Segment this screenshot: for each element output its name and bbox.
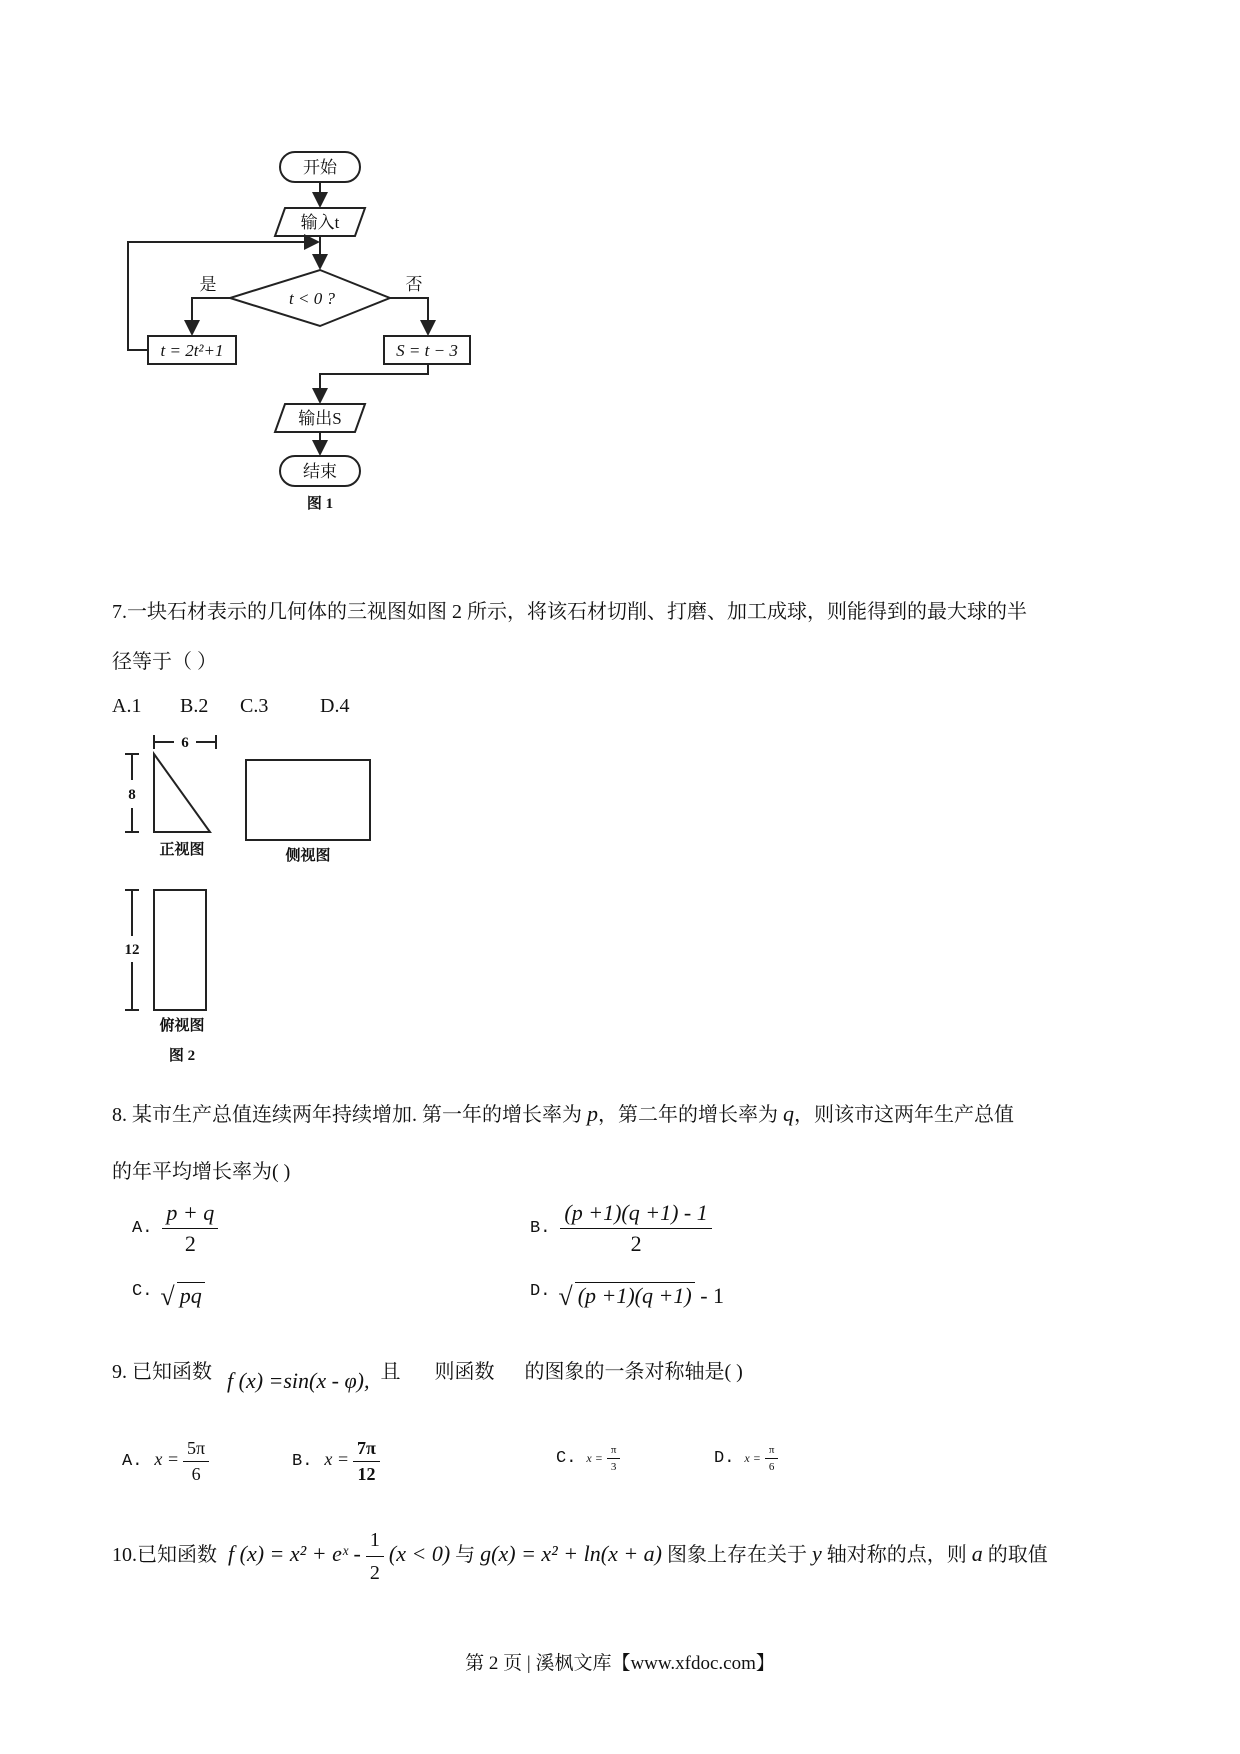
q10-text-e: 的取值 [987,1544,1048,1567]
q8-var-q: q [783,1101,794,1126]
q8-text-line2: 的年平均增长率为( ) [112,1161,291,1183]
q8-text-line1 [112,1100,1014,1129]
q9-option-d-label: D. [714,1449,735,1469]
q9-text-c: 则函数 [434,1361,495,1383]
q9-option-d-lhs: x = [744,1451,761,1466]
side-view-label: 侧视图 [285,848,331,864]
q9-option-d-denominator: 6 [768,1461,775,1473]
flow-assign-left-label: t = 2t²+1 [160,341,224,360]
q9-option-c-label: C. [556,1449,577,1469]
q9-option-d [714,1444,778,1473]
q8-option-c-expr: pq [177,1282,205,1309]
q9-option-c-lhs: x = [586,1451,603,1466]
dim-top-height-label: 12 [124,942,140,958]
q7-option-b: B.2 [180,695,209,717]
q9-option-c-denominator: 3 [610,1461,617,1473]
top-view-label: 俯视图 [159,1018,205,1034]
q9-option-a-numerator: 5π [183,1438,209,1462]
q9-option-b-numerator: 7π [353,1438,380,1462]
q9-text-a: 9. 已知函数 [112,1361,212,1383]
flow-no-label: 否 [405,275,423,294]
q10-var-a: a [971,1541,983,1567]
q10-text-d: 轴对称的点，则 [826,1544,967,1567]
q7-text-line1: 7.一块石材表示的几何体的三视图如图 2 所示，将该石材切削、打磨、加工成球，则能得到的最大球的半 [112,601,1027,623]
q9-option-a-denominator: 6 [191,1464,201,1484]
q9-option-a-lhs: x = [154,1449,180,1470]
q8-option-d [530,1282,724,1312]
q8-option-a-label: A. [132,1219,153,1239]
q10-text-c: 图象上存在关于 [667,1544,807,1567]
figure-1-caption: 图 1 [306,496,334,512]
q8-option-a [132,1200,218,1257]
q10-f-expr: f (x) = x² + eˣ - [228,1541,361,1567]
flow-assign-right-label: S = t − 3 [396,341,458,360]
q9-option-c [556,1444,620,1473]
q8-option-d-tail: - 1 [700,1283,725,1308]
q9-option-a-label: A. [122,1452,143,1472]
q9-text-d: 的图象的一条对称轴是( ) [524,1361,743,1383]
flow-yes-label: 是 [199,275,217,294]
q8-option-b [530,1200,712,1257]
q9-option-b [292,1438,380,1485]
flow-output-label: 输出S [298,409,342,428]
q10-g-expr: g(x) = x² + ln(x + a) [480,1541,662,1567]
q9-option-b-label: B. [292,1452,313,1472]
q9-option-c-numerator: π [607,1444,621,1459]
q8-var-p: p [587,1101,598,1126]
sqrt-icon: √ [558,1282,573,1311]
q8-option-a-numerator: p + q [162,1200,218,1229]
q10-f-tail: (x < 0) [388,1541,451,1567]
figure-2-caption: 图 2 [168,1048,196,1064]
q9-option-b-lhs: x = [324,1449,350,1470]
q10-half-numerator: 1 [366,1526,384,1557]
front-view-label: 正视图 [159,842,205,858]
q10-text-line [112,1526,1048,1587]
q10-var-y: y [812,1541,822,1567]
figure-2-three-views [110,730,390,1070]
q7-option-d: D.4 [320,695,350,717]
dim-front-height-label: 8 [128,787,136,803]
q8-option-b-denominator: 2 [630,1231,642,1256]
figure-1-flowchart [100,140,520,520]
q8-option-b-label: B. [530,1219,551,1239]
q8-option-d-label: D. [530,1282,551,1301]
q10-text-b: 与 [455,1544,476,1567]
q9-option-a [122,1438,209,1485]
q7-option-c: C.3 [240,695,269,717]
q7-text-line2: 径等于（ ） [112,651,217,673]
q9-text-line [112,1358,743,1395]
q8-option-c-label: C. [132,1282,153,1301]
q7-option-a: A.1 [112,695,142,717]
q8-option-b-numerator: (p +1)(q +1) - 1 [560,1200,711,1229]
q8-text-b: ，第二年的增长率为 [598,1104,778,1126]
q8-option-a-denominator: 2 [184,1231,196,1256]
q9-function: f (x) =sin(x - φ), [227,1368,370,1393]
q8-text-c: ，则该市这两年生产总值 [794,1104,1014,1126]
sqrt-icon: √ [160,1282,175,1311]
q9-text-b: 且 [380,1361,401,1383]
q8-option-d-expr: (p +1)(q +1) [575,1282,695,1309]
q9-option-b-denominator: 12 [357,1464,376,1484]
dim-width-label: 6 [181,735,189,751]
q10-text-a: 10.已知函数 [112,1544,217,1567]
flow-input-label: 输入t [300,213,340,232]
flow-start-label: 开始 [303,158,337,177]
q9-option-d-numerator: π [765,1444,779,1459]
q8-text-a: 8. 某市生产总值连续两年持续增加. 第一年的增长率为 [112,1104,582,1126]
page-footer: 第 2 页 | 溪枫文库【www.xfdoc.com】 [465,1653,775,1674]
flow-end-label: 结束 [303,462,337,481]
flow-condition-label: t < 0 ? [289,289,335,308]
q8-option-c [132,1282,205,1312]
q10-half-denominator: 2 [369,1562,380,1584]
